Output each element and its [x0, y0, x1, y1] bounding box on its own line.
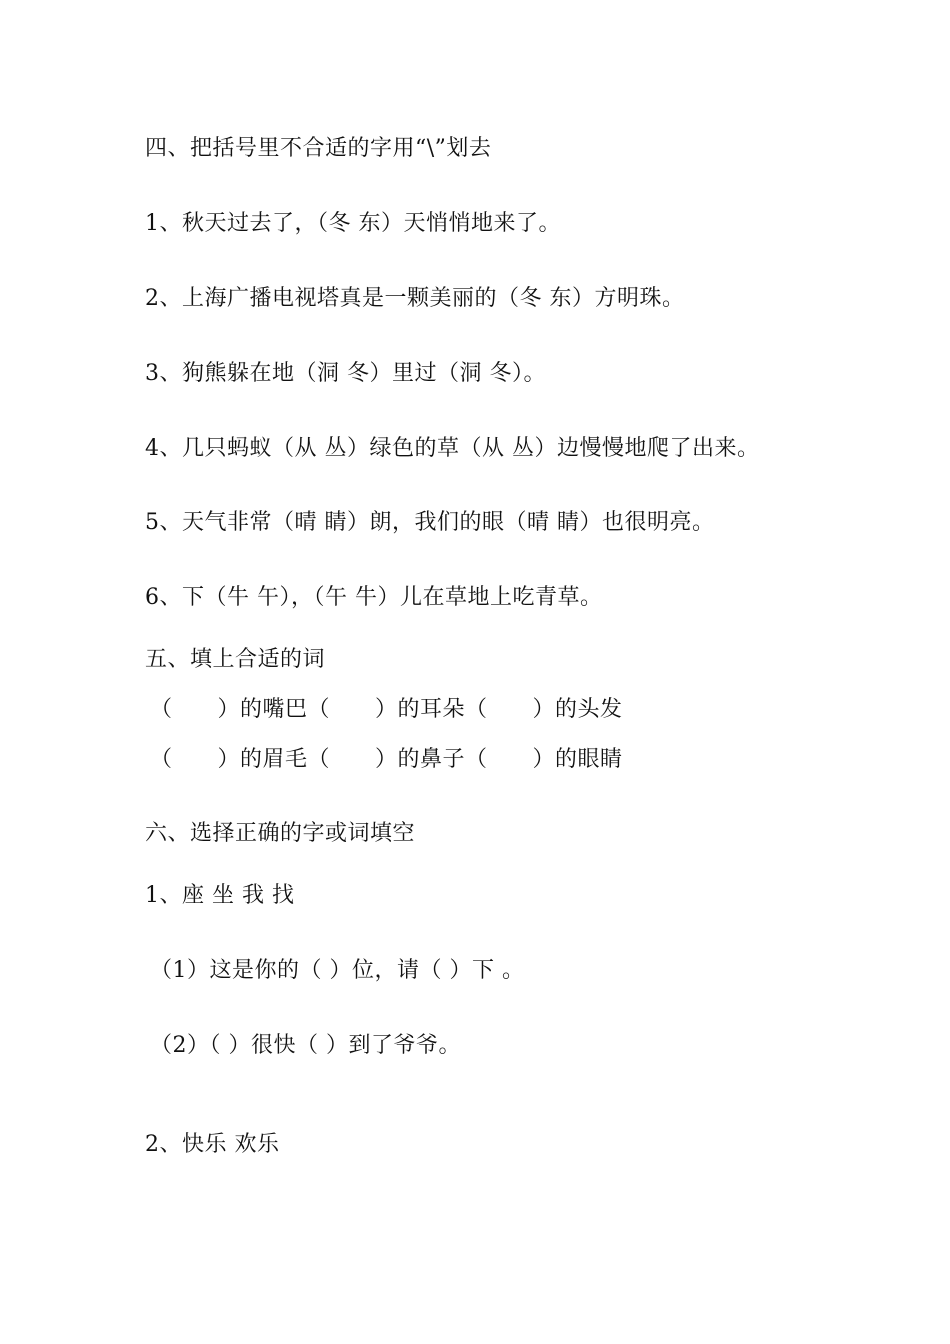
- section4-item-2: 2、上海广播电视塔真是一颗美丽的（冬 东）方明珠。: [145, 286, 685, 311]
- section4-heading: 四、把括号里不合适的字用“\”划去: [145, 136, 492, 161]
- section6-q1-label: 1、座 坐 我 找: [145, 883, 295, 908]
- section6-heading: 六、选择正确的字或词填空: [145, 821, 416, 846]
- section6-q2-label: 2、快乐 欢乐: [145, 1132, 280, 1157]
- section4-item-4: 4、几只蚂蚁（从 丛）绿色的草（从 丛）边慢慢地爬了出来。: [145, 436, 760, 461]
- section5-heading: 五、填上合适的词: [145, 647, 326, 672]
- section4-item-3: 3、狗熊躲在地（洞 冬）里过（洞 冬）。: [145, 361, 546, 386]
- section6-q1-line-2: （2）（ ）很快（ ）到了爷爷。: [150, 1033, 461, 1058]
- section4-item-6: 6、下（牛 午），（午 牛）儿在草地上吃青草。: [145, 585, 603, 610]
- section5-row-2: （ ）的眉毛（ ）的鼻子（ ）的眼睛: [150, 747, 623, 772]
- section4-item-1: 1、秋天过去了，（冬 东）天悄悄地来了。: [145, 211, 561, 236]
- section5-row-1: （ ）的嘴巴（ ）的耳朵（ ）的头发: [150, 697, 623, 722]
- section4-item-5: 5、天气非常（晴 睛）朗，我们的眼（晴 睛）也很明亮。: [145, 510, 715, 535]
- section6-q1-line-1: （1）这是你的（ ）位，请（ ）下 。: [150, 958, 525, 983]
